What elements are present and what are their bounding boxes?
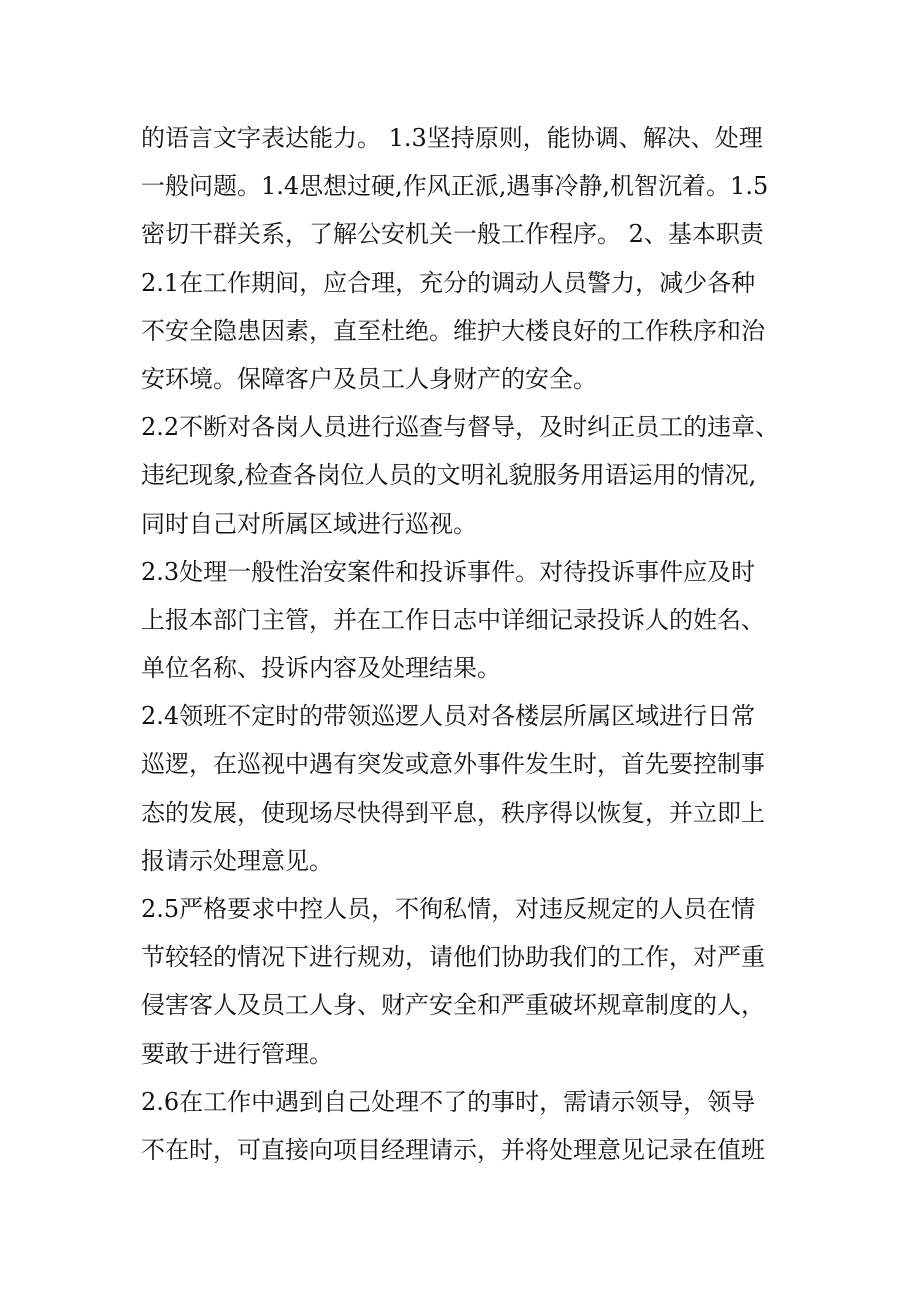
text-line: 2.6在工作中遇到自己处理不了的事时，需请示领导，领导: [141, 1087, 756, 1116]
text-line: 同时自己对所属区域进行巡视。: [141, 509, 477, 538]
text-line: 密切干群关系，了解公安机关一般工作程序。 2、基本职责: [141, 220, 764, 249]
text-line: 的语言文字表达能力。 1.3坚持原则，能协调、解决、处理: [141, 124, 763, 152]
text-line: 2.4领班不定时的带领巡逻人员对各楼层所属区域进行日常: [141, 702, 756, 731]
text-line: 单位名称、投诉内容及处理结果。: [141, 654, 501, 683]
text-line: 报请示处理意见。: [141, 846, 333, 875]
text-line: 要敢于进行管理。: [141, 1039, 333, 1068]
text-line: 2.3处理一般性治安案件和投诉事件。对待投诉事件应及时: [141, 557, 756, 586]
text-line: 不在时，可直接向项目经理请示，并将处理意见记录在值班: [141, 1135, 765, 1164]
text-line: 态的发展，使现场尽快得到平息，秩序得以恢复，并立即上: [141, 798, 765, 827]
text-line: 2.1在工作期间，应合理，充分的调动人员警力，减少各种: [141, 268, 756, 297]
text-line: 侵害客人及员工人身、财产安全和严重破坏规章制度的人，: [141, 991, 765, 1020]
text-line: 巡逻，在巡视中遇有突发或意外事件发生时，首先要控制事: [141, 750, 765, 779]
text-line: 一般问题。1.4思想过硬,作风正派,遇事冷静,机智沉着。1.5: [141, 172, 769, 201]
text-line: 2.5严格要求中控人员，不徇私情，对违反规定的人员在情: [141, 895, 756, 923]
text-line: 节较轻的情况下进行规劝，请他们协助我们的工作，对严重: [141, 943, 765, 972]
document-body: [141, 114, 801, 1174]
text-line: 上报本部门主管，并在工作日志中详细记录投诉人的姓名、: [141, 605, 765, 634]
text-line: 不安全隐患因素，直至杜绝。维护大楼良好的工作秩序和治: [141, 316, 765, 345]
text-line: 2.2不断对各岗人员进行巡查与督导，及时纠正员工的违章、: [141, 413, 780, 442]
text-line: 违纪现象,检查各岗位人员的文明礼貌服务用语运用的情况,: [141, 461, 757, 490]
text-line: 安环境。保障客户及员工人身财产的安全。: [141, 364, 597, 393]
